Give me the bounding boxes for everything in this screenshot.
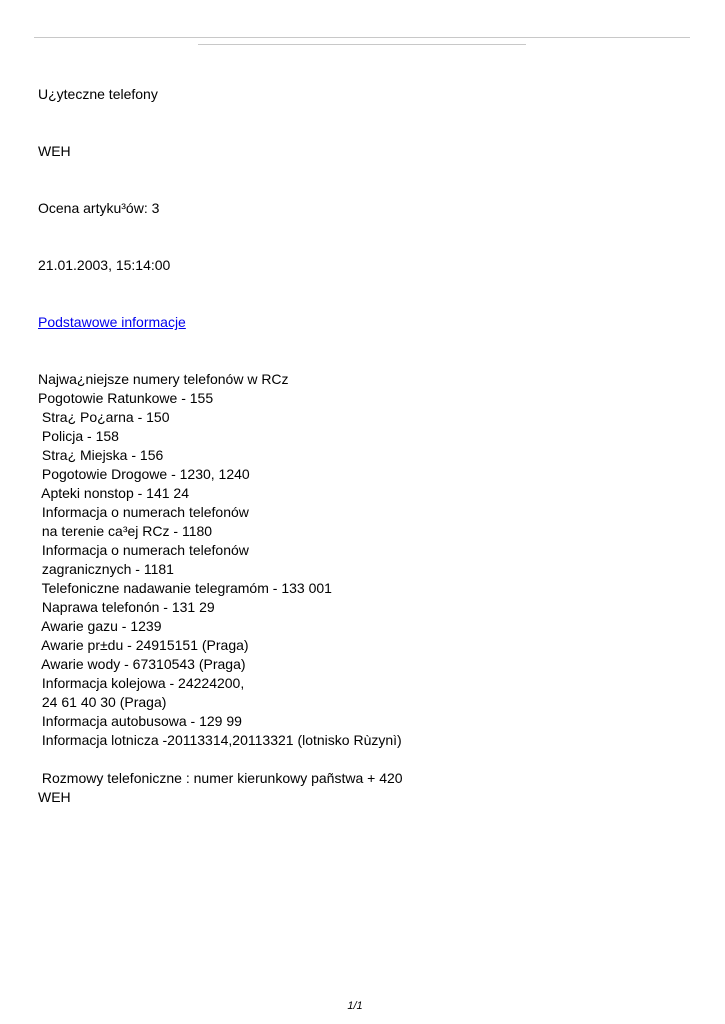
body-line: Naprawa telefonón - 131 29 (38, 599, 215, 615)
body-line: Telefoniczne nadawanie telegramóm - 133 001 (38, 580, 332, 596)
body-line: Pogotowie Drogowe - 1230, 1240 (38, 466, 250, 482)
top-divider (34, 37, 690, 38)
body-line: WEH (38, 789, 71, 805)
article-author: WEH (38, 143, 71, 159)
body-line: Policja - 158 (38, 428, 119, 444)
category-link[interactable]: Podstawowe informacje (38, 314, 186, 330)
body-line: Pogotowie Ratunkowe - 155 (38, 390, 214, 406)
article-title: U¿yteczne telefony (38, 86, 158, 102)
body-line: Informacja autobusowa - 129 99 (38, 713, 242, 729)
header-divider (198, 44, 526, 45)
article (38, 47, 688, 826)
body-line: Apteki nonstop - 141 24 (38, 485, 189, 501)
body-line: zagranicznych - 1181 (38, 561, 174, 577)
article-rating: Ocena artyku³ów: 3 (38, 200, 160, 216)
body-line: Awarie gazu - 1239 (38, 618, 162, 634)
body-line: Awarie wody - 67310543 (Praga) (38, 656, 246, 672)
body-line: Najwa¿niejsze numery telefonów w RCz (38, 371, 289, 387)
body-line: Awarie pr±du - 24915151 (Praga) (38, 637, 249, 653)
body-line: Stra¿ Po¿arna - 150 (38, 409, 170, 425)
body-line: Informacja o numerach telefonów (38, 504, 249, 520)
body-line (38, 750, 688, 769)
category-link-row (38, 313, 688, 332)
body-line: Informacja o numerach telefonów (38, 542, 249, 558)
article-body (38, 370, 688, 807)
body-line: Informacja lotnicza -20113314,20113321 (lotnisko Rùzynì) (38, 732, 402, 748)
body-line: 24 61 40 30 (Praga) (38, 694, 167, 710)
body-line: na terenie ca³ej RCz - 1180 (38, 523, 213, 539)
body-line: Informacja kolejowa - 24224200, (38, 675, 245, 691)
body-line: Stra¿ Miejska - 156 (38, 447, 164, 463)
page-number: 1/1 (347, 1000, 363, 1012)
body-line: Rozmowy telefoniczne : numer kierunkowy pañstwa + 420 (38, 770, 403, 786)
article-date: 21.01.2003, 15:14:00 (38, 257, 171, 273)
